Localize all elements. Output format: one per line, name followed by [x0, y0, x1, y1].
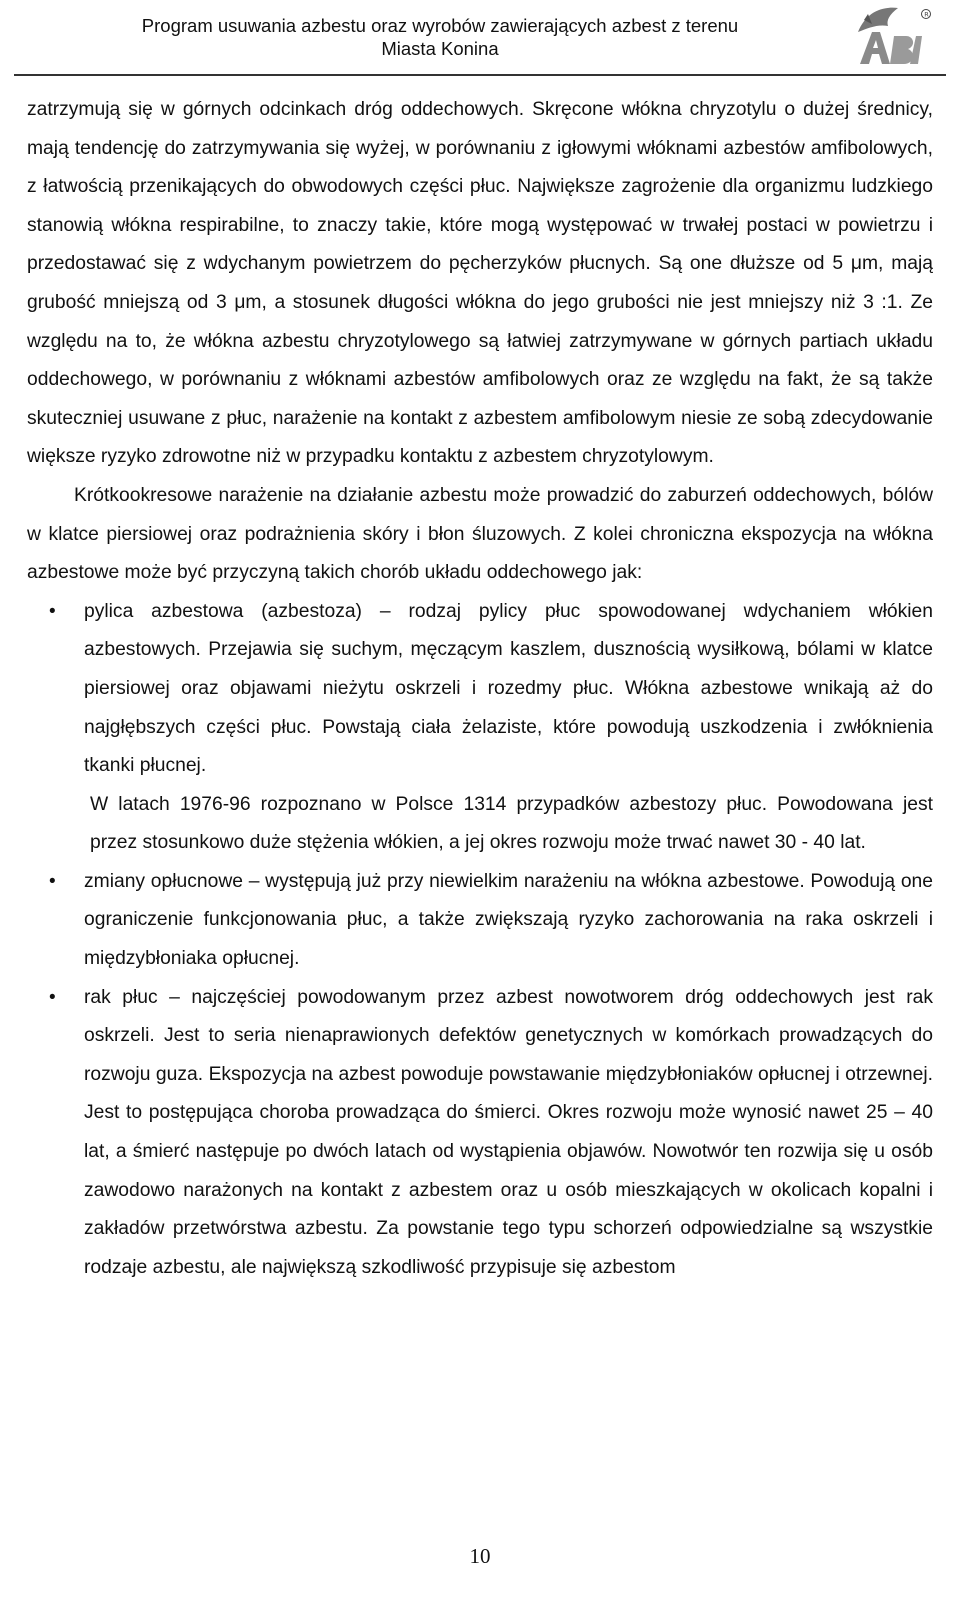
page-number: 10: [469, 1544, 491, 1568]
list-item-text: pylica azbestowa (azbestoza) – rodzaj pylicy płuc spowodowanej wdychaniem włókien azbestowych. Przejawia się suchym, męczącym kaszlem, dusznością wysiłkową, bólami w klatce piersiowej oraz objawami nieżytu oskrzeli i rozedmy płuc. Włókna azbestowe wnikają aż do najgłębszych części płuc. Powstają ciała żelaziste, które powodują uszkodzenia i zwłóknienia tkanki płucnej.: [84, 600, 933, 777]
header-divider: [14, 74, 946, 76]
list-item-text: rak płuc – najczęściej powodowanym przez azbest nowotworem dróg oddechowych jest rak oskrzeli. Jest to seria nienaprawionych defektów genetycznych w komórkach prowadzących do rozwoju guza. Ekspozycja na azbest powoduje powstawanie międzybłoniaków opłucnej i otrzewnej. Jest to postępująca choroba prowadząca do śmierci. Okres rozwoju może wynosić nawet 25 – 40 lat, a śmierć następuje po dwóch latach od wystąpienia objawów. Nowotwór ten rozwija się u osób zawodowo narażonych na kontakt z azbestem oraz u osób mieszkających w okolicach kopalni i zakładów przetwórstwa azbestu. Za powstanie tego typu schorzeń odpowiedzialne są wszystkie rodzaje azbestu, ale największą szkodliwość przypisuje się azbestom: [84, 986, 933, 1278]
page-header: [0, 0, 960, 78]
municipal-logo-icon: [838, 2, 934, 72]
bullet-icon: •: [49, 986, 56, 1008]
list-item-lung-cancer: [27, 979, 933, 1288]
paragraph-fiber-deposition: zatrzymują się w górnych odcinkach dróg oddechowych. Skręcone włókna chryzotylu o dużej średnicy, mają tendencję do zatrzymywania się wyżej, w porównaniu z igłowymi włóknami azbestów amfibolowych, z łatwością przenikających do obwodowych części płuc. Największe zagrożenie dla organizmu ludzkiego stanowią włókna respirabilne, to znaczy takie, które mogą występować w trwałej postaci w powietrzu i przedostawać się z wdychanym powietrzem do pęcherzyków płucnych. Są one dłuższe od 5 μm, mają grubość mniejszą od 3 μm, a stosunek długości włókna do jego grubości nie jest mniejszy niż 3 :1. Ze względu na to, że włókna azbestu chryzotylowego są łatwiej zatrzymywane w górnych partiach układu oddechowego, w porównaniu z włóknami azbestów amfibolowych oraz ze względu na fakt, że są także skuteczniej usuwane z płuc, narażenie na kontakt z azbestem amfibolowym niesie ze sobą zdecydowanie większe ryzyko zdrowotne niż w przypadku kontaktu z azbestem chryzotylowym.: [27, 99, 933, 468]
document-title-line-2: Miasta Konina: [381, 38, 499, 59]
list-item-asbestosis: [27, 593, 933, 863]
list-item-extra-text: W latach 1976-96 rozpoznano w Polsce 1314 przypadków azbestozy płuc. Powodowana jest przez stosunkowo duże stężenia włókien, a jej okres rozwoju może trwać nawet 30 - 40 lat.: [90, 793, 933, 854]
list-item-pleural-changes: [27, 863, 933, 979]
document-title-line-1: Program usuwania azbestu oraz wyrobów zawierających azbest z terenu: [141, 15, 739, 36]
list-item-text: zmiany opłucnowe – występują już przy niewielkim narażeniu na włókna azbestowe. Powodują one ograniczenie funkcjonowania płuc, a także zwiększają ryzyko zachorowania na raka oskrzeli i międzybłoniaka opłucnej.: [84, 870, 933, 970]
svg-text:R: R: [924, 10, 929, 19]
document-body: [27, 91, 933, 1287]
bullet-icon: •: [49, 600, 56, 622]
disease-list: [27, 593, 933, 1288]
document-title: [40, 14, 840, 60]
paragraph-exposure-effects: Krótkookresowe narażenie na działanie azbestu może prowadzić do zaburzeń oddechowych, bólów w klatce piersiowej oraz podrażnienia skóry i błon śluzowych. Z kolei chroniczna ekspozycja na włókna azbestowe może być przyczyną takich chorób układu oddechowego jak:: [27, 484, 933, 584]
bullet-icon: •: [49, 870, 56, 892]
